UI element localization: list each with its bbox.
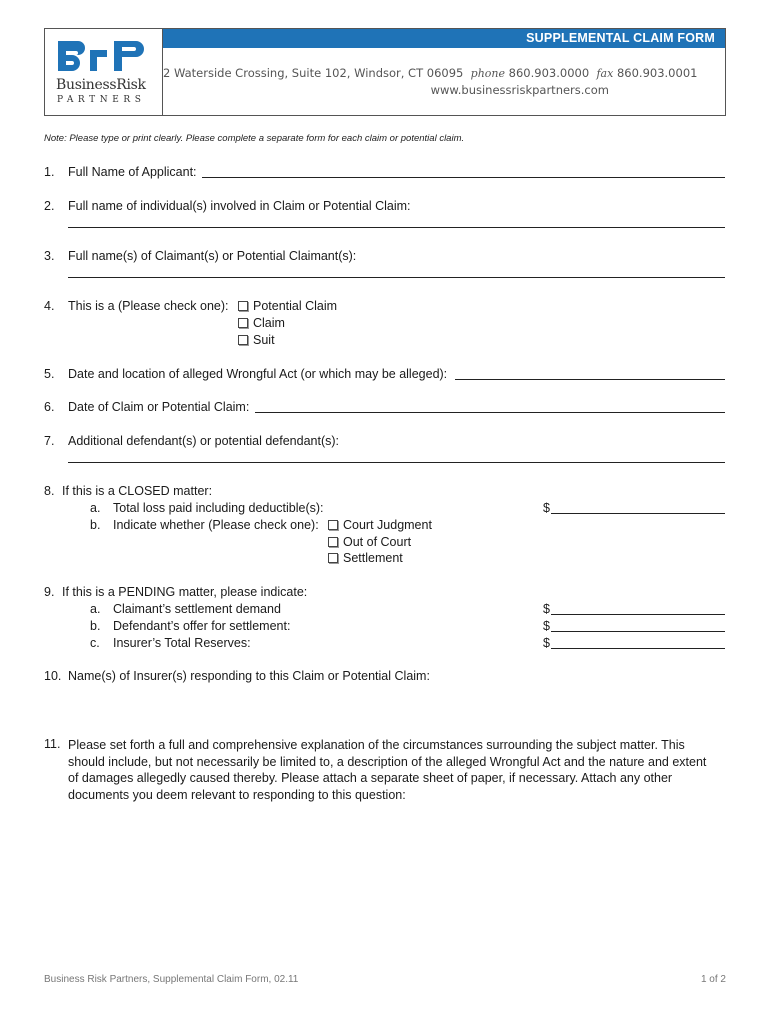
currency-symbol: $ [543, 501, 550, 515]
company-address [163, 66, 698, 80]
q3-label: Full name(s) of Claimant(s) or Potential Claimant(s): [68, 249, 357, 263]
q5-number: 5. [44, 367, 55, 381]
option-label: Suit [253, 333, 275, 347]
q8-number: 8. [44, 484, 55, 498]
q6-label: Date of Claim or Potential Claim: [68, 400, 250, 414]
checkbox-icon[interactable] [238, 318, 248, 328]
form-note: Note: Please type or print clearly. Please complete a separate form for each claim or potential claim. [44, 133, 465, 144]
q11-number: 11. [44, 737, 61, 751]
explanation-area[interactable] [68, 810, 725, 960]
q8a-label: Total loss paid including deductible(s): [113, 501, 324, 515]
q5-label: Date and location of alleged Wrongful Act (or which may be alleged): [68, 367, 448, 381]
checkbox-icon[interactable] [238, 301, 248, 311]
q8b-letter: b. [90, 518, 101, 532]
footer-form-id: Business Risk Partners, Supplemental Claim Form, 02.11 [44, 974, 299, 985]
q9-number: 9. [44, 585, 55, 599]
phone-number: 860.903.0000 [508, 66, 590, 80]
q10-label: Name(s) of Insurer(s) responding to this Claim or Potential Claim: [68, 669, 430, 683]
q2-number: 2. [44, 199, 55, 213]
phone-label: phone [470, 67, 506, 80]
company-logo [44, 28, 163, 116]
insurers-response-area[interactable] [68, 688, 725, 730]
q9a-label: Claimant’s settlement demand [113, 602, 281, 616]
logo-subtext: PARTNERS [57, 95, 146, 105]
q11-line: of damages allegedly caused thereby. Please attach a separate sheet of paper, if necessary. Attach any other [68, 771, 673, 785]
option-label: Potential Claim [253, 299, 338, 313]
q7-number: 7. [44, 434, 55, 448]
q7-label: Additional defendant(s) or potential defendant(s): [68, 434, 340, 448]
q4-number: 4. [44, 299, 55, 313]
q8-label: If this is a CLOSED matter: [62, 484, 213, 498]
q8a-letter: a. [90, 501, 101, 515]
address-text: 2 Waterside Crossing, Suite 102, Windsor, CT 06095 [163, 66, 464, 80]
checkbox-icon[interactable] [328, 553, 338, 563]
q10-number: 10. [44, 669, 62, 683]
option-label: Claim [253, 316, 285, 330]
option-label: Settlement [343, 551, 403, 565]
logo-wordmark: BusinessRisk [56, 77, 146, 93]
total-loss-field[interactable] [551, 513, 725, 514]
claim-date-field[interactable] [255, 412, 725, 413]
checkbox-icon[interactable] [238, 335, 248, 345]
individuals-involved-field[interactable] [68, 227, 725, 228]
page-number: 1 of 2 [700, 974, 726, 985]
q9-label: If this is a PENDING matter, please indicate: [62, 585, 308, 599]
form-title: SUPPLEMENTAL CLAIM FORM [163, 29, 725, 48]
q9b-label: Defendant’s offer for settlement: [113, 619, 291, 633]
currency-symbol: $ [543, 636, 550, 650]
currency-symbol: $ [543, 619, 550, 633]
wrongful-act-field[interactable] [455, 379, 725, 380]
fax-label: fax [596, 67, 614, 80]
q11-line: should include, but not necessarily be limited to, a description of the alleged Wrongful Act and the nature and extent [68, 754, 707, 769]
insurer-reserves-field[interactable] [551, 648, 725, 649]
q9b-letter: b. [90, 619, 101, 633]
checkbox-icon[interactable] [328, 520, 338, 530]
option-suit[interactable] [238, 333, 275, 348]
option-potential-claim[interactable] [238, 299, 337, 314]
claimants-field[interactable] [68, 277, 725, 278]
additional-defendants-field[interactable] [68, 462, 725, 463]
currency-symbol: $ [543, 602, 550, 616]
q9c-label: Insurer’s Total Reserves: [113, 636, 251, 650]
settlement-demand-field[interactable] [551, 614, 725, 615]
q1-label: Full Name of Applicant: [68, 165, 197, 179]
q9c-letter: c. [90, 636, 100, 650]
q2-label: Full name of individual(s) involved in Claim or Potential Claim: [68, 199, 411, 213]
option-label: Court Judgment [343, 518, 432, 532]
q11-line: documents you deem relevant to responding to this question: [68, 787, 406, 802]
q1-number: 1. [44, 165, 55, 179]
option-court-judgment[interactable] [328, 518, 432, 533]
q4-label: This is a (Please check one): [68, 299, 229, 313]
checkbox-icon[interactable] [328, 537, 338, 547]
settlement-offer-field[interactable] [551, 631, 725, 632]
q9a-letter: a. [90, 602, 101, 616]
option-label: Out of Court [343, 535, 412, 549]
fax-number: 860.903.0001 [616, 66, 698, 80]
applicant-name-field[interactable] [202, 177, 725, 178]
q11-line: Please set forth a full and comprehensive explanation of the circumstances surrounding the subject matter. This [68, 738, 685, 752]
q3-number: 3. [44, 249, 55, 263]
option-settlement[interactable] [328, 551, 403, 566]
option-out-of-court[interactable] [328, 535, 411, 550]
q11-text [68, 737, 728, 803]
q6-number: 6. [44, 400, 55, 414]
option-claim[interactable] [238, 316, 285, 331]
company-website: www.businessriskpartners.com [430, 83, 609, 97]
q8b-label: Indicate whether (Please check one): [113, 518, 319, 532]
